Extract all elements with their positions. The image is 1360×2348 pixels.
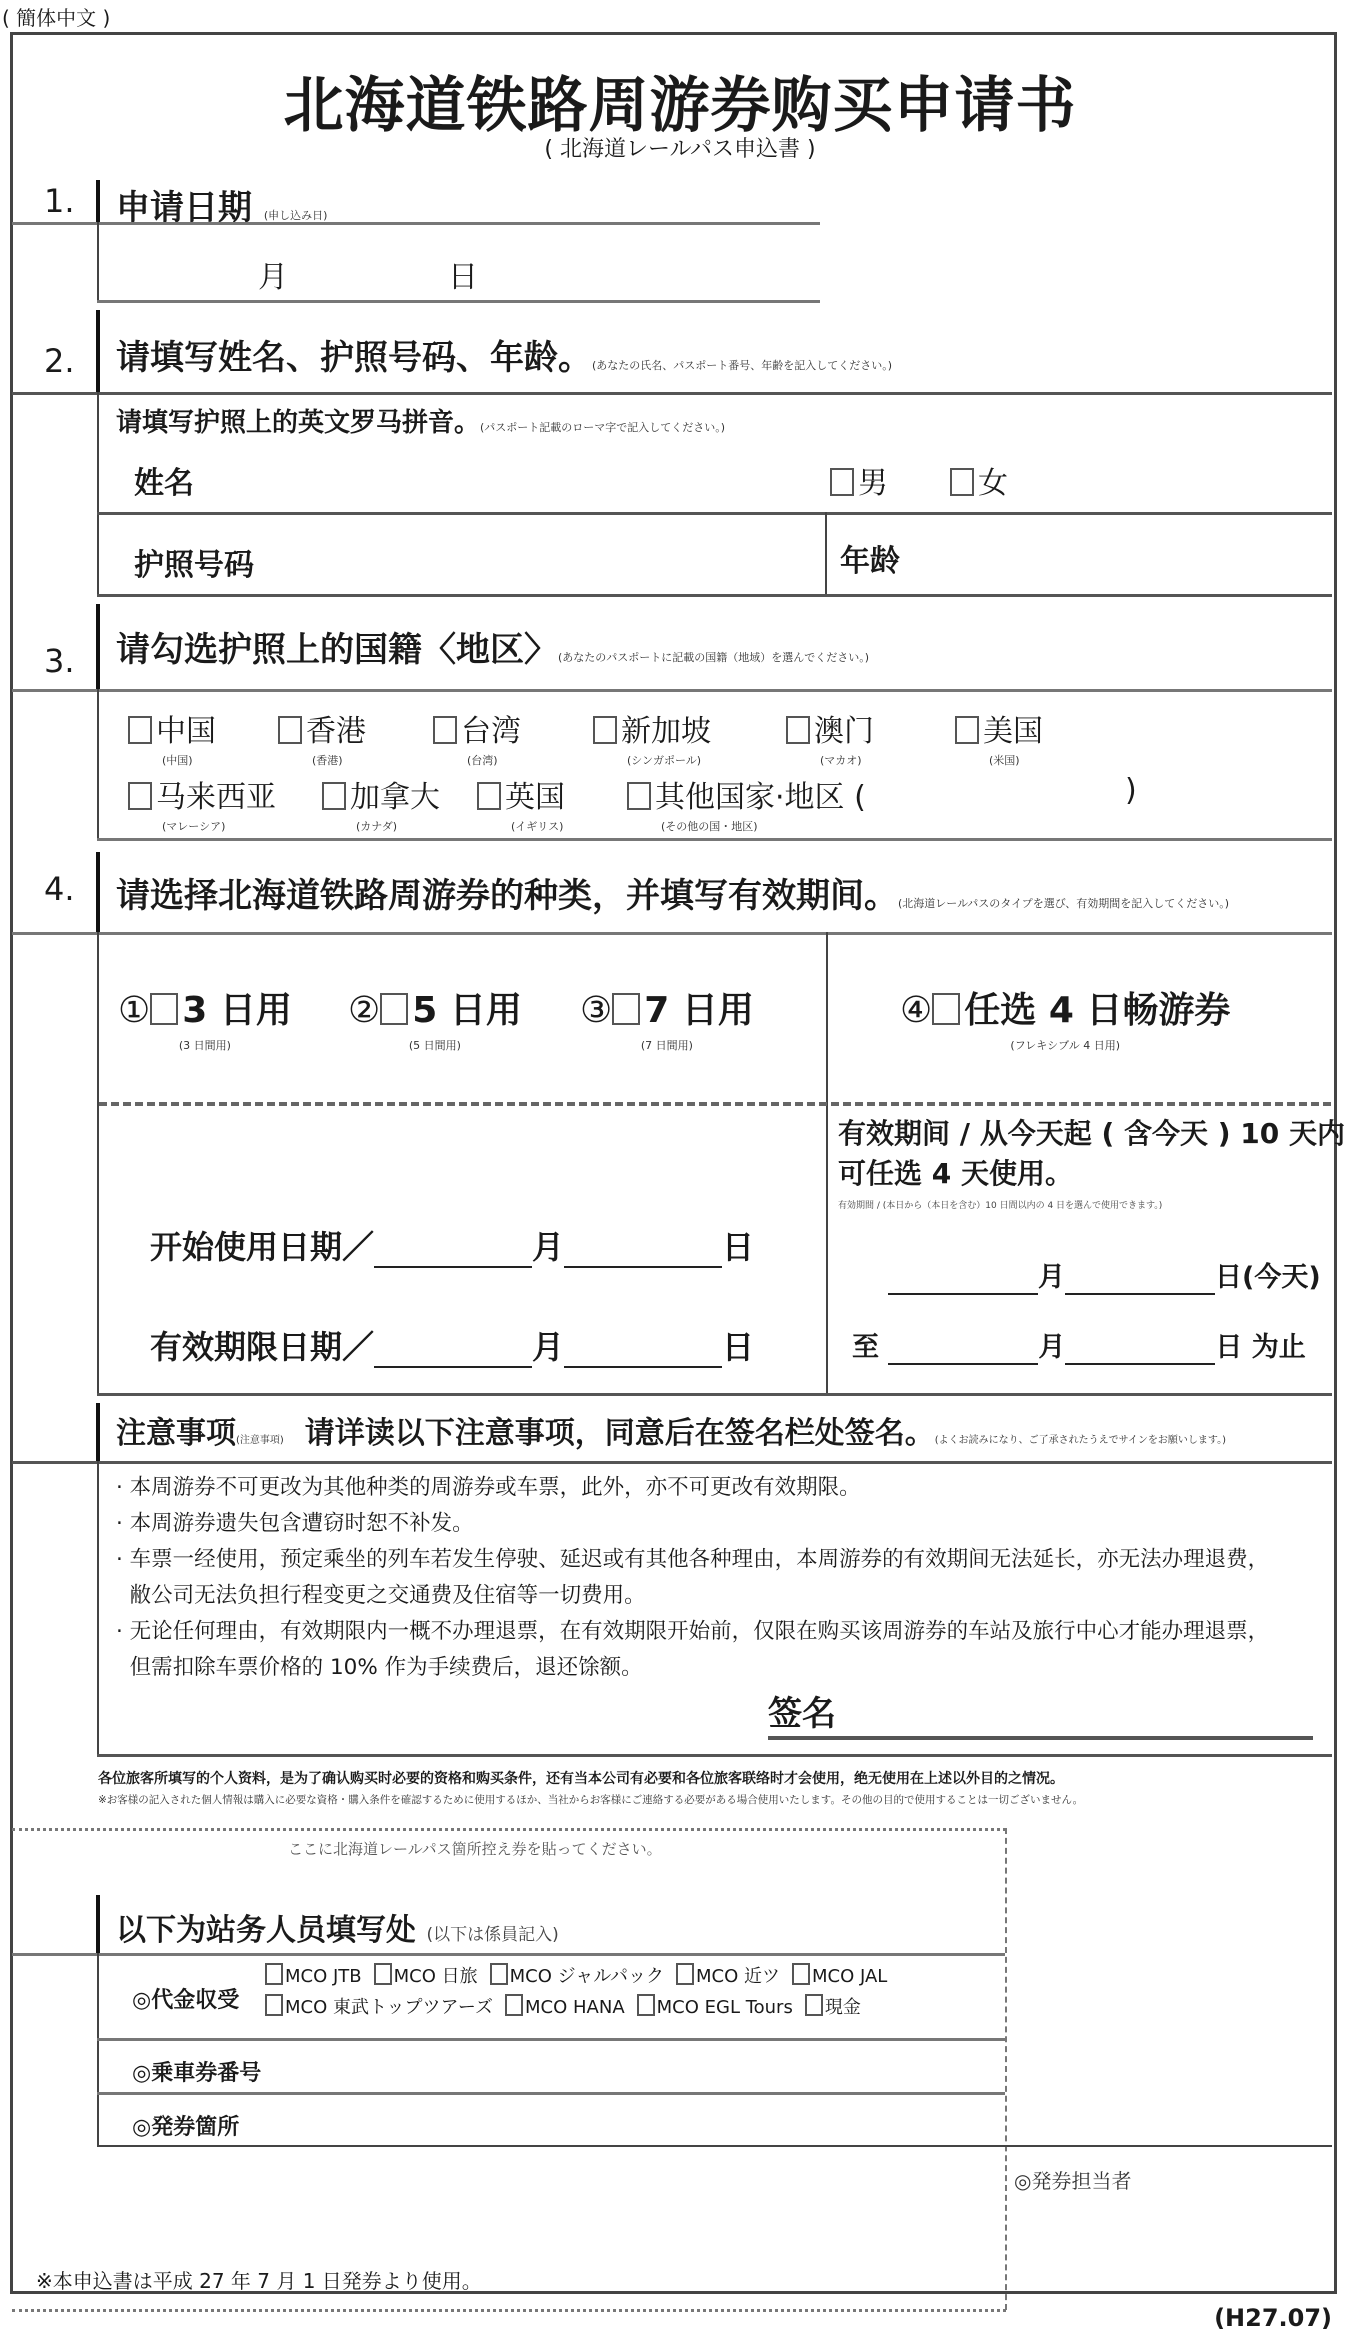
- section-4-number: 4.: [44, 870, 75, 908]
- pass-type-jp: (フレキシブル 4 日用): [1010, 1039, 1120, 1052]
- flex-note-line2: 可任选 4 天使用。: [838, 1157, 1073, 1190]
- divider: [97, 2092, 1005, 2095]
- male-checkbox[interactable]: [830, 468, 854, 496]
- nationality-option[interactable]: [955, 706, 1043, 768]
- divider: [12, 1461, 1332, 1464]
- pass-type-label: 任选 4 日畅游券: [964, 990, 1231, 1031]
- nationality-option[interactable]: [278, 706, 366, 768]
- section-3-heading: [116, 622, 869, 671]
- notes-title-jp: (注意事項): [236, 1435, 284, 1446]
- nationality-checkbox[interactable]: [477, 782, 501, 810]
- divider: [825, 512, 827, 594]
- nationality-checkbox[interactable]: [128, 716, 152, 744]
- divider: [826, 932, 828, 1394]
- pass-type-checkbox[interactable]: [612, 993, 640, 1025]
- pass-type-jp: (7 日間用): [640, 1039, 693, 1052]
- pass-type-label: 7 日用: [644, 990, 754, 1031]
- nationality-label: 其他国家·地区 (: [655, 780, 866, 815]
- notes-title: 注意事项: [116, 1416, 236, 1451]
- end-day-input[interactable]: [564, 1328, 722, 1368]
- divider: [97, 1953, 99, 2146]
- language-tag: ( 簡体中文 ): [2, 6, 111, 30]
- payment-checkbox[interactable]: [265, 1994, 283, 2016]
- nationality-checkbox[interactable]: [433, 716, 457, 744]
- flex-end-month-input[interactable]: [888, 1332, 1038, 1365]
- romaji-jp: (パスポート記載のローマ字で記入してください。): [480, 421, 726, 434]
- notes-instruction-jp: (よくお読みになり、ご了承されたうえでサインをお願いします。): [934, 1435, 1227, 1446]
- payment-checkbox[interactable]: [374, 1963, 392, 1985]
- end-date-row: [150, 1322, 754, 1368]
- payment-checkbox[interactable]: [805, 1994, 823, 2016]
- payment-option[interactable]: [676, 1966, 780, 1987]
- gender-female-option[interactable]: [950, 458, 1008, 502]
- divider: [12, 392, 1332, 395]
- romaji-instruction: [116, 402, 725, 439]
- payment-option[interactable]: [265, 1966, 362, 1987]
- divider: [97, 1393, 1332, 1396]
- payment-label: MCO JTB: [285, 1966, 362, 1987]
- divider: [97, 594, 1332, 597]
- nationality-label: 英国: [505, 780, 565, 815]
- payment-option[interactable]: [637, 1997, 793, 2018]
- nationality-jp: (マレーシア): [162, 820, 226, 833]
- divider: [97, 838, 1332, 841]
- issue-place-label: ◎発券箇所: [132, 2115, 240, 2140]
- nationality-checkbox[interactable]: [278, 716, 302, 744]
- nationality-label: 美国: [983, 714, 1043, 749]
- nationality-jp: (米国): [989, 754, 1020, 767]
- payment-checkbox[interactable]: [265, 1963, 283, 1985]
- issuer-input[interactable]: [1014, 2195, 1324, 2280]
- nationality-label: 加拿大: [350, 780, 440, 815]
- nationality-option[interactable]: [477, 772, 565, 834]
- flex-note-line1: 有效期间 / 从今天起 ( 含今天 ) 10 天内: [838, 1117, 1346, 1150]
- payment-label: MCO JAL: [812, 1966, 888, 1987]
- notes-list: [116, 1470, 1269, 1686]
- application-month-label: 月: [258, 260, 288, 295]
- nationality-checkbox[interactable]: [593, 716, 617, 744]
- nationality-jp: (カナダ): [356, 820, 398, 833]
- section-2-number: 2.: [44, 342, 75, 380]
- nationality-option[interactable]: [627, 772, 866, 834]
- payment-checkbox[interactable]: [676, 1963, 694, 1985]
- section-2-jp: (あなたの氏名、パスポート番号、年齢を記入してください。): [592, 359, 893, 372]
- male-label: 男: [858, 466, 888, 501]
- stub-dotted-top: [12, 1828, 1006, 1831]
- ticket-number-input[interactable]: [290, 2045, 990, 2087]
- signature-label: 签名: [768, 1694, 836, 1734]
- payment-option[interactable]: [265, 1997, 493, 2018]
- privacy-jp: ※お客様の記入された個人情報は購入に必要な資格・購入条件を確認するために使用するほか、当社からお客様にご連絡する必要がある場合使用いたします。その他の目的で使用することは一切ございません。: [98, 1794, 1084, 1806]
- gender-male-option[interactable]: [830, 458, 888, 502]
- nationality-label: 马来西亚: [156, 780, 276, 815]
- pass-type-jp: (5 日間用): [408, 1039, 461, 1052]
- pass-type-label: 5 日用: [412, 990, 522, 1031]
- start-date-label: 开始使用日期／: [150, 1228, 375, 1266]
- divider: [97, 689, 99, 839]
- day-label: 日: [722, 1228, 755, 1266]
- payment-row-2: [265, 1993, 873, 2019]
- divider: [97, 392, 99, 594]
- month-label: 月: [532, 1328, 565, 1366]
- stub-dotted-right: [1005, 1828, 1007, 2310]
- application-day-label: 日: [448, 260, 478, 295]
- nationality-option[interactable]: [786, 706, 874, 768]
- pass-type-option[interactable]: [580, 982, 754, 1053]
- nationality-jp: (イギリス): [511, 820, 564, 833]
- section-2-heading: [116, 330, 892, 379]
- nationality-option[interactable]: [128, 706, 216, 768]
- pass-type-checkbox[interactable]: [932, 993, 960, 1025]
- payment-label: MCO HANA: [525, 1997, 625, 2018]
- application-day-input[interactable]: [300, 250, 430, 290]
- divider: [97, 222, 99, 302]
- staff-heading: [116, 1905, 559, 1949]
- nationality-jp: (香港): [312, 754, 343, 767]
- payment-option[interactable]: [505, 1997, 625, 2018]
- flex-end-day-input[interactable]: [1065, 1332, 1215, 1365]
- section-4-title: 请选择北海道铁路周游券的种类，并填写有效期间。: [116, 876, 898, 916]
- application-month-input[interactable]: [150, 250, 240, 290]
- nationality-option[interactable]: [128, 772, 276, 834]
- option-number: ②: [348, 990, 381, 1031]
- payment-label: ◎代金収受: [132, 1988, 240, 2013]
- end-date-label: 有效期限日期／: [150, 1328, 375, 1366]
- nationality-checkbox[interactable]: [627, 782, 651, 810]
- month-label: 月: [532, 1228, 565, 1266]
- note-item: · 车票一经使用，预定乘坐的列车若发生停驶、延迟或有其他各种理由，本周游券的有效期间无法延长，亦无法办理退费，: [116, 1547, 1270, 1572]
- payment-option[interactable]: [792, 1966, 887, 1987]
- footer-note: ※本申込書は平成 27 年 7 月 1 日発券より使用。: [36, 2269, 482, 2293]
- flex-start-row: [888, 1255, 1321, 1295]
- pass-type-checkbox[interactable]: [150, 993, 178, 1025]
- nationality-option[interactable]: [322, 772, 440, 834]
- payment-checkbox[interactable]: [505, 1994, 523, 2016]
- payment-option[interactable]: [374, 1966, 478, 1987]
- ticket-number-label: ◎乗車券番号: [132, 2061, 262, 2086]
- stub-dotted-bottom: [12, 2309, 1006, 2312]
- romaji-text: 请填写护照上的英文罗马拼音。: [116, 408, 481, 438]
- nationality-checkbox[interactable]: [955, 716, 979, 744]
- version-code: (H27.07): [1214, 2304, 1332, 2332]
- section-1-number: 1.: [44, 182, 75, 220]
- payment-label: MCO 日旅: [393, 1966, 478, 1987]
- age-input[interactable]: [920, 525, 1320, 580]
- notes-heading: [116, 1408, 1226, 1452]
- divider: [97, 1461, 99, 1755]
- staff-bar: [96, 1895, 100, 1953]
- month-label: 月: [1038, 1332, 1066, 1363]
- nationality-jp: (中国): [162, 754, 193, 767]
- nationality-checkbox[interactable]: [322, 782, 346, 810]
- section-1-bar: [96, 180, 100, 222]
- nationality-checkbox[interactable]: [786, 716, 810, 744]
- payment-label: MCO 近ツ: [696, 1966, 781, 1987]
- divider: [12, 222, 820, 225]
- note-item: · 本周游券遗失包含遭窃时恕不补发。: [116, 1511, 474, 1536]
- pass-type-option[interactable]: [900, 982, 1230, 1053]
- nationality-jp: (マカオ): [820, 754, 862, 767]
- staff-title: 以下为站务人员填写处: [116, 1913, 416, 1948]
- pass-type-label: 3 日用: [182, 990, 292, 1031]
- staff-title-jp: (以下は係員記入): [426, 1925, 559, 1945]
- flex-start-month-input[interactable]: [888, 1262, 1038, 1295]
- nationality-jp: (その他の国・地区): [661, 820, 758, 833]
- section-4-jp: (北海道レールパスのタイプを選び、有効期間を記入してください。): [898, 897, 1230, 910]
- option-number: ③: [580, 990, 613, 1031]
- note-item: · 本周游券不可更改为其他种类的周游券或车票，此外，亦不可更改有效期限。: [116, 1475, 861, 1500]
- name-label: 姓名: [134, 466, 194, 501]
- start-date-row: [150, 1222, 754, 1268]
- payment-label: MCO ジャルパック: [509, 1966, 665, 1987]
- issuer-label: ◎発券担当者: [1014, 2169, 1132, 2193]
- divider: [97, 300, 820, 303]
- start-day-input[interactable]: [564, 1228, 722, 1268]
- end-month-input[interactable]: [374, 1328, 532, 1368]
- page-title: 北海道铁路周游券购买申请书: [283, 71, 1077, 141]
- nationality-option[interactable]: [593, 706, 711, 768]
- notes-instruction: 请详读以下注意事项，同意后在签名栏处签名。: [304, 1416, 935, 1451]
- payment-option[interactable]: [805, 1997, 861, 2018]
- nationality-label: 台湾: [461, 714, 521, 749]
- flex-end-row: [852, 1325, 1306, 1365]
- payment-checkbox[interactable]: [637, 1994, 655, 2016]
- notes-bar: [96, 1403, 100, 1461]
- divider: [97, 512, 1332, 515]
- section-2-title: 请填写姓名、护照号码、年龄。: [116, 338, 592, 378]
- payment-row-1: [265, 1962, 899, 1988]
- divider: [12, 689, 1332, 692]
- note-item: · 无论任何理由，有效期限内一概不办理退票，在有效期限开始前，仅限在购买该周游券的车站及旅行中心才能办理退票，: [116, 1619, 1270, 1644]
- payment-option[interactable]: [490, 1966, 664, 1987]
- female-checkbox[interactable]: [950, 468, 974, 496]
- female-label: 女: [978, 466, 1008, 501]
- other-country-input[interactable]: [900, 770, 1115, 810]
- section-4-bar: [96, 852, 100, 934]
- nationality-label: 澳门: [814, 714, 874, 749]
- nationality-jp: (シンガポール): [627, 754, 702, 767]
- section-2-bar: [96, 310, 100, 392]
- payment-label: MCO EGL Tours: [656, 1997, 793, 2018]
- nationality-label: 中国: [156, 714, 216, 749]
- flex-note-jp: 有効期間 / (本日から（本日を含む）10 日間以内の 4 日を選んで使用できます。): [838, 1201, 1163, 1211]
- pass-type-option[interactable]: [118, 982, 292, 1053]
- nationality-label: 香港: [306, 714, 366, 749]
- section-3-bar: [96, 604, 100, 690]
- to-label: 至: [852, 1332, 879, 1363]
- section-3-jp: (あなたのパスポートに記載の国籍（地域）を選んでください。): [558, 651, 870, 664]
- passport-input[interactable]: [290, 525, 810, 580]
- divider: [12, 932, 1332, 935]
- payment-label: MCO 東武トップツアーズ: [285, 1997, 494, 2018]
- other-close-paren: ): [1125, 773, 1137, 808]
- option-number: ①: [118, 990, 151, 1031]
- stub-note: ここに北海道レールパス箇所控え券を貼ってください。: [288, 1840, 662, 1858]
- start-month-input[interactable]: [374, 1228, 532, 1268]
- divider: [12, 1953, 1005, 1956]
- age-label: 年龄: [840, 544, 900, 579]
- divider: [97, 932, 99, 1394]
- divider: [97, 2145, 1332, 2147]
- month-label: 月: [1038, 1262, 1065, 1293]
- nationality-checkbox[interactable]: [128, 782, 152, 810]
- issue-place-input[interactable]: [290, 2100, 990, 2142]
- privacy-cn: 各位旅客所填写的个人资料，是为了确认购买时必要的资格和购买条件，还有当本公司有必要和各位旅客联络时才会使用，绝无使用在上述以外目的之情况。: [98, 1771, 1064, 1787]
- nationality-label: 新加坡: [621, 714, 711, 749]
- divider: [97, 1754, 1332, 1757]
- option-number: ④: [900, 990, 933, 1031]
- section-3-number: 3.: [44, 642, 75, 680]
- dashed-divider: [99, 1102, 1331, 1106]
- passport-label: 护照号码: [134, 548, 254, 583]
- nationality-jp: (台湾): [467, 754, 498, 767]
- until-label: 日 为止: [1215, 1332, 1306, 1363]
- section-1-jp: (申し込み日): [263, 209, 328, 222]
- pass-type-checkbox[interactable]: [380, 993, 408, 1025]
- pass-type-option[interactable]: [348, 982, 522, 1053]
- today-label: 日(今天): [1215, 1262, 1321, 1293]
- page-subtitle: ( 北海道レールパス申込書 ): [544, 137, 816, 162]
- note-item: 敝公司无法负担行程变更之交通费及住宿等一切费用。: [116, 1583, 646, 1608]
- section-1-title: 申请日期: [116, 188, 252, 228]
- day-label: 日: [722, 1328, 755, 1366]
- payment-checkbox[interactable]: [490, 1963, 508, 1985]
- section-3-title: 请勾选护照上的国籍〈地区〉: [116, 630, 558, 670]
- payment-label: 現金: [824, 1997, 861, 2018]
- signature-line[interactable]: [768, 1736, 1313, 1740]
- divider: [97, 2038, 1005, 2041]
- section-4-heading: [116, 868, 1229, 917]
- name-input[interactable]: [220, 450, 800, 500]
- nationality-option[interactable]: [433, 706, 521, 768]
- pass-type-jp: (3 日間用): [178, 1039, 231, 1052]
- flex-start-day-input[interactable]: [1065, 1262, 1215, 1295]
- payment-checkbox[interactable]: [792, 1963, 810, 1985]
- note-item: 但需扣除车票价格的 10% 作为手续费后，退还馀额。: [116, 1655, 643, 1680]
